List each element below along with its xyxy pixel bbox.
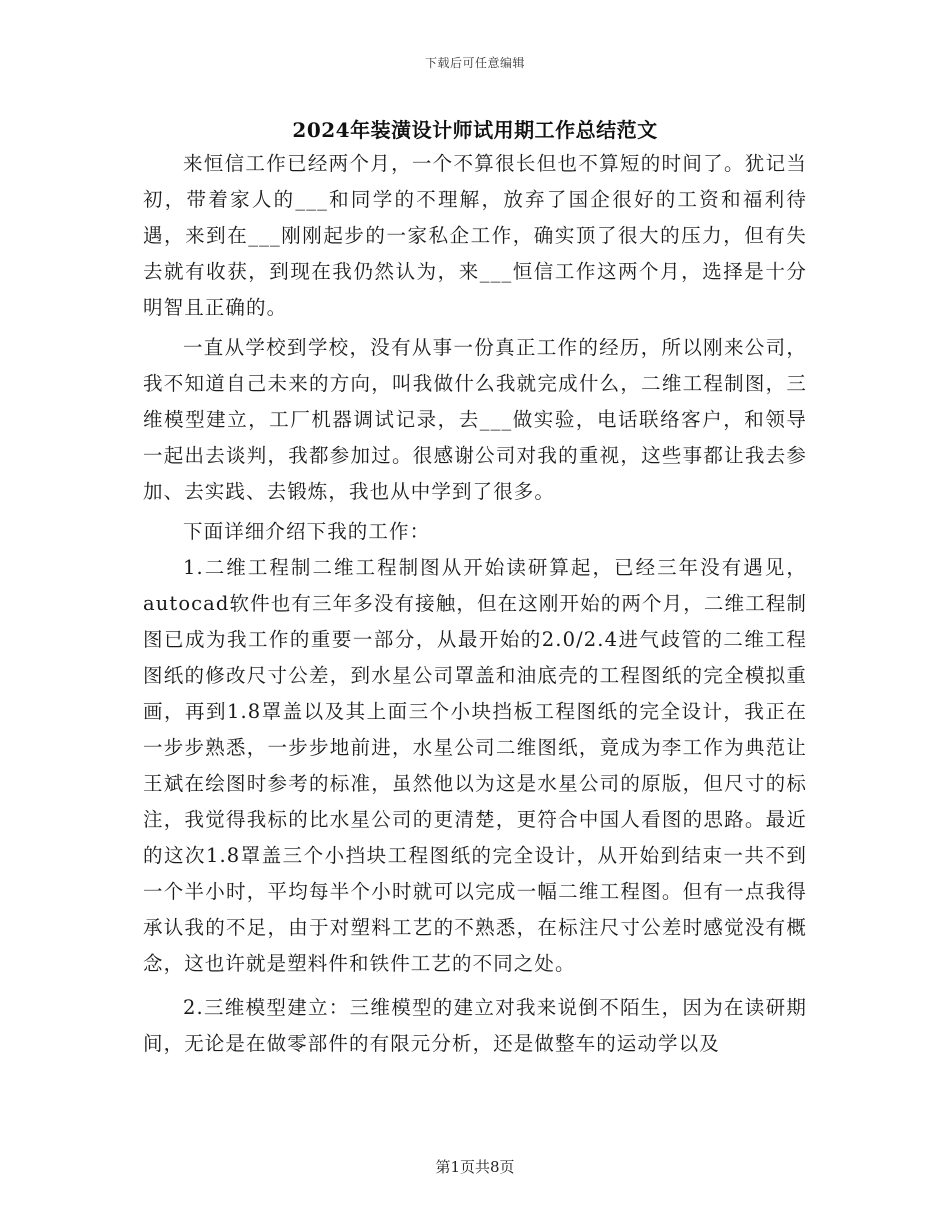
paragraph-intro: 来恒信工作已经两个月，一个不算很长但也不算短的时间了。犹记当初，带着家人的___和同学的不理解，放弃了国企很好的工资和福利待遇，来到在___刚刚起步的一家私企工作，确实顶了很大的压力，但有失去就有收获，到现在我仍然认为，来___恒信工作这两个月，选择是十分明智且正确的。 [143, 152, 807, 319]
paragraph-item-2d-drawing: 1.二维工程制二维工程制图从开始读研算起，已经三年没有遇见，autocad软件也有三年多没有接触，但在这刚开始的两个月，二维工程制图已成为我工作的重要一部分，从最开始的2.0/2.4进气歧管的二维工程图纸的修改尺寸公差，到水星公司罩盖和油底壳的工程图纸的完全模拟重画，再到1.8罩盖以及其上面三个小块挡板工程图纸的完全设计，我正在一步步熟悉，一步步地前进，水星公司二维图纸，竟成为李工作为典范让王斌在绘图时参考的标准，虽然他以为这是水星公司的原版，但尺寸的标注，我觉得我标的比水星公司的更清楚，更符合中国人看图的思路。最近的这次1.8罩盖三个小挡块工程图纸的完全设计，从开始到结束一共不到一个半小时，平均每半个小时就可以完成一幅二维工程图。但有一点我得承认我的不足，由于对塑料工艺的不熟悉，在标注尺寸公差时感觉没有概念，这也许就是塑料件和铁件工艺的不同之处。 [143, 556, 807, 975]
page-number: 第1页共8页 [435, 1158, 515, 1176]
paragraph-experience: 一直从学校到学校，没有从事一份真正工作的经历，所以刚来公司，我不知道自己未来的方向，叫我做什么我就完成什么，二维工程制图，三维模型建立，工厂机器调试记录，去___做实验，电话联络客户，和领导一起出去谈判，我都参加过。很感谢公司对我的重视，这些事都让我去参加、去实践、去锻炼，我也从中学到了很多。 [143, 336, 807, 503]
document-title: 2024年装潢设计师试用期工作总结范文 [292, 118, 658, 142]
paragraph-work-heading: 下面详细介绍下我的工作： [183, 520, 431, 543]
paragraph-item-3d-modeling: 2.三维模型建立：三维模型的建立对我来说倒不陌生，因为在读研期间，无论是在做零部件的有限元分析，还是做整车的运动学以及 [143, 996, 807, 1055]
header-note: 下载后可任意编辑 [424, 56, 525, 70]
document-body [143, 146, 807, 1062]
